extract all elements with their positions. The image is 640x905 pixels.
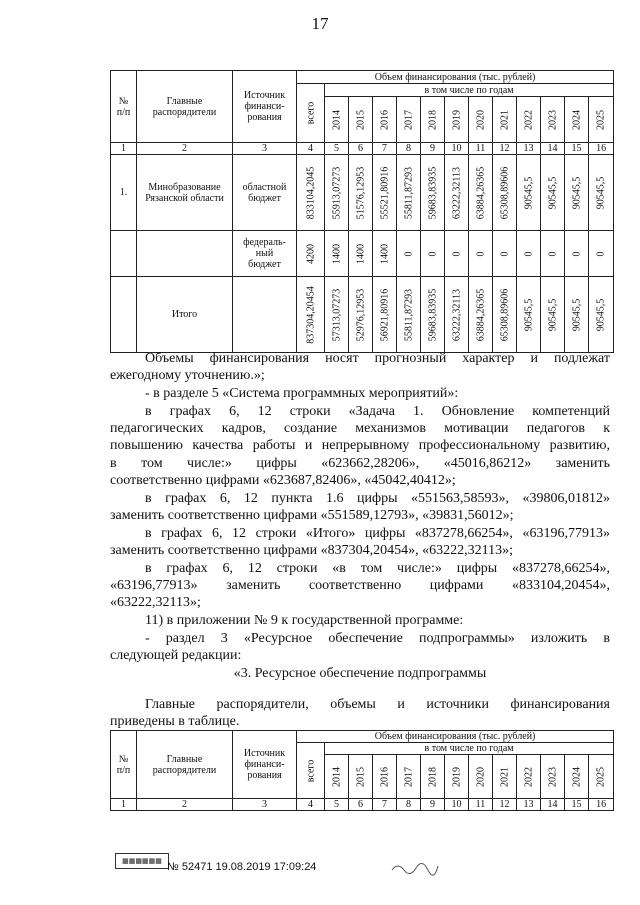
value-cell: 0: [469, 231, 493, 277]
row-number: 1.: [111, 155, 137, 231]
header-main-distributors: Главные распорядители: [137, 731, 233, 799]
registry-logo: ▦▦▦▦▦▦: [115, 853, 169, 869]
column-number: 15: [565, 143, 589, 155]
value-cell: 0: [541, 231, 565, 277]
column-number: 4: [297, 143, 325, 155]
paragraph-5b: заменить соответственно цифрами «837304,20454», «63222,32113»;: [110, 543, 514, 558]
value-cell: 63884,26365: [469, 155, 493, 231]
paragraph-3b: педагогических кадров, создание механизмов мотивации педагогов к: [110, 421, 610, 436]
value-cell: 0: [565, 231, 589, 277]
paragraph-6c: «63222,32113»;: [110, 595, 201, 610]
paragraph-7: 11) в приложении № 9 к государственной программе:: [145, 613, 464, 628]
column-number: 11: [469, 143, 493, 155]
value-cell: 0: [421, 231, 445, 277]
paragraph-3d: в том числе:» цифры «623662,28206», «45016,86212» заменить: [110, 456, 610, 471]
column-number: 1: [111, 799, 137, 811]
year-header-2022: 2022: [517, 755, 541, 799]
year-header-2018: 2018: [421, 755, 445, 799]
financing-table-2: [110, 730, 614, 811]
value-cell: 0: [589, 231, 614, 277]
value-cell: 90545,5: [541, 155, 565, 231]
column-number: 5: [325, 799, 349, 811]
value-cell: 90545,5: [517, 155, 541, 231]
header-volume: Объем финансирования (тыс. рублей): [297, 731, 614, 743]
value-cell: 55521,80916: [373, 155, 397, 231]
value-cell: 1400: [373, 231, 397, 277]
column-number: 8: [397, 143, 421, 155]
registration-stamp: № 52471 19.08.2019 17:09:24: [167, 861, 317, 873]
year-header-2020: 2020: [469, 755, 493, 799]
value-cell: 0: [517, 231, 541, 277]
value-cell: 57313,07273: [325, 277, 349, 353]
paragraph-5a: в графах 6, 12 строки «Итого» цифры «837278,66254», «63196,77913»: [145, 526, 610, 541]
column-number: 14: [541, 799, 565, 811]
year-header-2025: 2025: [589, 755, 614, 799]
handwritten-mark: [390, 858, 440, 876]
paragraph-8a: - раздел 3 «Ресурсное обеспечение подпрограммы» изложить в: [145, 631, 610, 646]
column-number: 3: [233, 143, 297, 155]
value-cell: 65308,89606: [493, 155, 517, 231]
financing-table-1: [110, 70, 614, 353]
year-header-2024: 2024: [565, 755, 589, 799]
row-source: федераль- ный бюджет: [233, 231, 297, 277]
header-total: всего: [297, 84, 325, 143]
row-distributor: Минобразование Рязанской области: [137, 155, 233, 231]
value-cell: 59683,83935: [421, 277, 445, 353]
column-number: 7: [373, 799, 397, 811]
paragraph-1b: ежегодному уточнению.»;: [110, 368, 265, 383]
value-cell: 4200: [297, 231, 325, 277]
column-number: 16: [589, 799, 614, 811]
section-heading: «3. Ресурсное обеспечение подпрограммы: [233, 666, 487, 681]
row-distributor: Итого: [137, 277, 233, 353]
year-header-2015: 2015: [349, 97, 373, 143]
year-header-2018: 2018: [421, 97, 445, 143]
value-cell: 90545,5: [565, 155, 589, 231]
value-cell: 833104,2045: [297, 155, 325, 231]
row-number: [111, 231, 137, 277]
paragraph-3a: в графах 6, 12 строки «Задача 1. Обновление компетенций: [145, 404, 610, 419]
value-cell: 90545,5: [565, 277, 589, 353]
header-including-years: в том числе по годам: [325, 84, 614, 97]
value-cell: 52976,12953: [349, 277, 373, 353]
column-number: 3: [233, 799, 297, 811]
column-number: 9: [421, 799, 445, 811]
row-source: областной бюджет: [233, 155, 297, 231]
column-number: 10: [445, 799, 469, 811]
header-source: Источник финанси- рования: [233, 71, 297, 143]
paragraph-6a: в графах 6, 12 строки «в том числе:» цифры «837278,66254»,: [145, 561, 610, 576]
column-number: 13: [517, 799, 541, 811]
header-num: № п/п: [111, 731, 137, 799]
column-number: 13: [517, 143, 541, 155]
paragraph-3e: соответственно цифрами «623687,82406», «45042,40412»;: [110, 473, 456, 488]
header-including-years: в том числе по годам: [325, 743, 614, 755]
column-number: 10: [445, 143, 469, 155]
value-cell: 1400: [325, 231, 349, 277]
paragraph-4a: в графах 6, 12 пункта 1.6 цифры «551563,58593», «39806,01812»: [145, 491, 610, 506]
year-header-2014: 2014: [325, 97, 349, 143]
year-header-2016: 2016: [373, 97, 397, 143]
paragraph-8b: следующей редакции:: [110, 648, 242, 663]
value-cell: 90545,5: [541, 277, 565, 353]
header-volume: Объем финансирования (тыс. рублей): [297, 71, 614, 84]
column-number: 1: [111, 143, 137, 155]
column-number: 6: [349, 143, 373, 155]
year-header-2016: 2016: [373, 755, 397, 799]
value-cell: 55913,07273: [325, 155, 349, 231]
column-number: 15: [565, 799, 589, 811]
year-header-2023: 2023: [541, 97, 565, 143]
year-header-2021: 2021: [493, 97, 517, 143]
value-cell: 90545,5: [589, 155, 614, 231]
paragraph-10b: приведены в таблице.: [110, 714, 240, 729]
value-cell: 56921,80916: [373, 277, 397, 353]
value-cell: 0: [397, 231, 421, 277]
column-number: 12: [493, 799, 517, 811]
value-cell: 63884,26365: [469, 277, 493, 353]
column-number: 11: [469, 799, 493, 811]
paragraph-2: - в разделе 5 «Система программных мероприятий»:: [145, 386, 459, 401]
column-number: 4: [297, 799, 325, 811]
value-cell: 65308,89606: [493, 277, 517, 353]
column-number: 5: [325, 143, 349, 155]
paragraph-10a: Главные распорядители, объемы и источники финансирования: [145, 697, 610, 712]
value-cell: 51576,12953: [349, 155, 373, 231]
column-number: 16: [589, 143, 614, 155]
column-number: 6: [349, 799, 373, 811]
value-cell: 837304,20454: [297, 277, 325, 353]
value-cell: 1400: [349, 231, 373, 277]
column-number: 12: [493, 143, 517, 155]
year-header-2020: 2020: [469, 97, 493, 143]
page-number: 17: [311, 14, 329, 33]
column-number: 7: [373, 143, 397, 155]
value-cell: 90545,5: [589, 277, 614, 353]
value-cell: 0: [493, 231, 517, 277]
header-num: № п/п: [111, 71, 137, 143]
row-number: [111, 277, 137, 353]
year-header-2017: 2017: [397, 755, 421, 799]
year-header-2014: 2014: [325, 755, 349, 799]
year-header-2021: 2021: [493, 755, 517, 799]
year-header-2024: 2024: [565, 97, 589, 143]
value-cell: 63222,32113: [445, 277, 469, 353]
column-number: 14: [541, 143, 565, 155]
year-header-2023: 2023: [541, 755, 565, 799]
value-cell: 90545,5: [517, 277, 541, 353]
column-number: 8: [397, 799, 421, 811]
paragraph-3c: повышению качества работы и непрерывному профессиональному развитию,: [110, 438, 610, 453]
year-header-2019: 2019: [445, 97, 469, 143]
year-header-2019: 2019: [445, 755, 469, 799]
value-cell: 55811,87293: [397, 277, 421, 353]
value-cell: 0: [445, 231, 469, 277]
value-cell: 59683,83935: [421, 155, 445, 231]
column-number: 2: [137, 799, 233, 811]
header-total: всего: [297, 743, 325, 799]
paragraph-4b: заменить соответственно цифрами «551589,12793», «39831,56012»;: [110, 508, 514, 523]
year-header-2022: 2022: [517, 97, 541, 143]
paragraph-6b: «63196,77913» заменить соответственно цифрами «833104,20454»,: [110, 578, 610, 593]
header-source: Источник финанси- рования: [233, 731, 297, 799]
value-cell: 55811,87293: [397, 155, 421, 231]
year-header-2017: 2017: [397, 97, 421, 143]
column-number: 9: [421, 143, 445, 155]
header-main-distributors: Главные распорядители: [137, 71, 233, 143]
paragraph-1a: Объемы финансирования носят прогнозный характер и подлежат: [145, 351, 610, 366]
row-source: [233, 277, 297, 353]
row-distributor: [137, 231, 233, 277]
year-header-2015: 2015: [349, 755, 373, 799]
year-header-2025: 2025: [589, 97, 614, 143]
value-cell: 63222,32113: [445, 155, 469, 231]
column-number: 2: [137, 143, 233, 155]
